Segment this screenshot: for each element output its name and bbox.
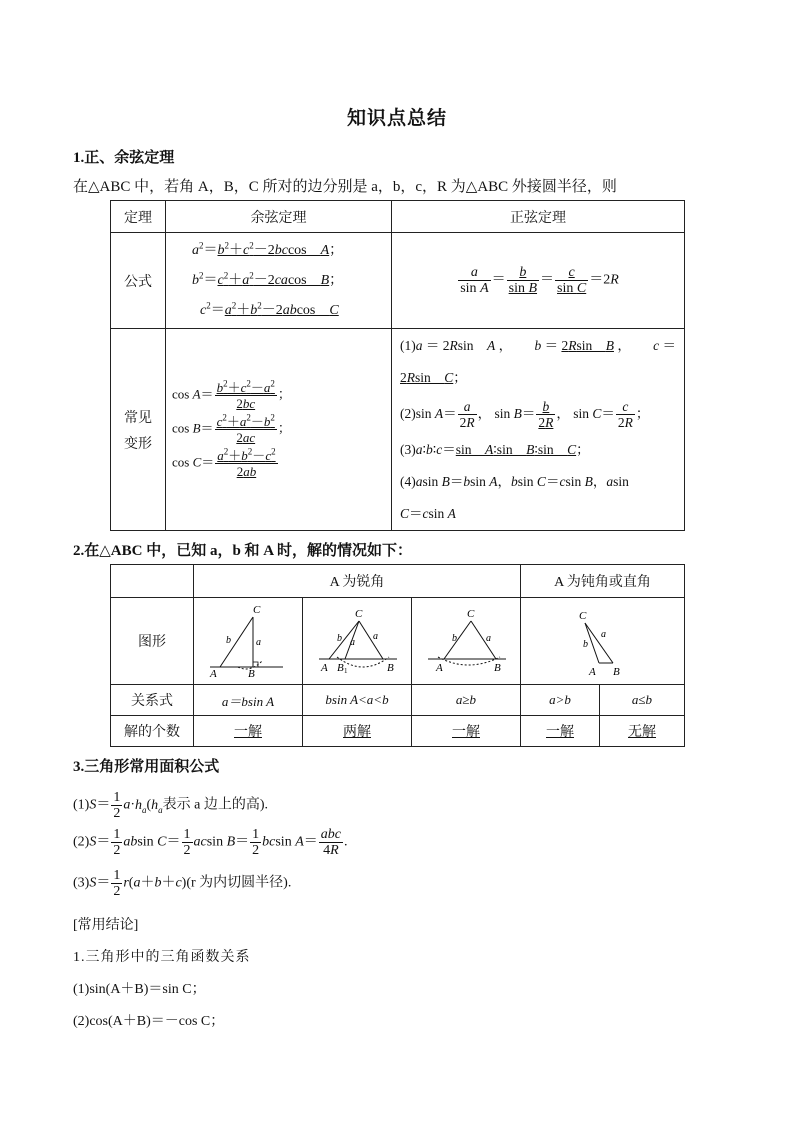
count-2: 两解 (303, 716, 412, 747)
count-5: 无解 (600, 716, 685, 747)
area-formula-2: (2)S＝ $\frac{1}{2}$ absin C＝ $\frac{1}{2}$ acsin B＝ $\frac{1}{2}$ bcsin A＝ $\frac{\text{abc}}{4R}$ . (73, 827, 348, 858)
svg-text:B: B (612, 665, 620, 678)
header-dingli: 定理 (111, 201, 166, 233)
svg-text:C: C (253, 603, 261, 616)
count-3: 一解 (412, 716, 521, 747)
conclusion-1a: (1)sin(A＋B)＝sin C； (73, 982, 206, 997)
svg-text:a: a (256, 636, 261, 648)
relation-3: a≥b (412, 685, 521, 716)
relation-2: bsin A<a<b (303, 685, 412, 716)
area-formula-1: (1)S＝ $\frac{1}{2}$ $a\cdot h_a(h_a$表示 a 边上的高). (73, 790, 269, 821)
theorem-table (110, 200, 685, 531)
svg-text:1: 1 (344, 666, 348, 675)
solution-cases-table (110, 564, 685, 747)
svg-text:b: b (582, 638, 588, 650)
svg-text:b: b (452, 632, 457, 644)
relation-1: a＝bsin A (194, 685, 303, 716)
triangle-figure-3 (416, 599, 516, 679)
svg-text:B: B (494, 661, 501, 674)
triangle-figure-4 (543, 599, 663, 679)
svg-text:b: b (337, 632, 342, 644)
svg-text:a: a (350, 636, 355, 648)
section-3-heading: 3.三角形常用面积公式 (73, 759, 220, 775)
section-1-heading: 1.正、余弦定理 (73, 150, 175, 166)
conclusion-1b: (2)cos(A＋B)＝－cos C； (73, 1014, 225, 1029)
sine-law-variants: (1)a ＝ 2Rsin A ， b ＝ 2Rsin B ， c ＝ 2Rsin C； (2)sin A＝ $\frac{a}{2R}$ ， sin B＝ $\frac{b}{2R}$ ， sin C＝ $\frac{c}{2R}$ ； (3)a∶b∶c＝sin A∶sin B∶sin C； (4)asin B＝bsin A，bsin C＝csin B，asin C＝csin A (392, 329, 685, 531)
relation-5: a≤b (600, 685, 685, 716)
page-title: 知识点总结 (346, 108, 447, 129)
svg-text:A: A (436, 661, 443, 674)
figure-one-solution-ageb (412, 598, 521, 685)
header-obtuse: A 为钝角或直角 (521, 565, 685, 598)
header-acute: A 为锐角 (194, 565, 521, 598)
svg-text:a: a (373, 630, 378, 642)
sine-law-formula: $\frac{a}{\text{sin A}}$ ＝ $\frac{b}{\text{sin B}}$ ＝ $\frac{c}{\text{sin C}}$ ＝2R (392, 233, 685, 329)
svg-text:C: C (467, 607, 475, 620)
figure-obtuse (521, 598, 685, 685)
count-4: 一解 (521, 716, 600, 747)
svg-text:B: B (337, 661, 344, 674)
relation-4: a>b (521, 685, 600, 716)
section-2-heading: 2.在△ABC 中，已知 a，b 和 A 时，解的情况如下： (73, 543, 413, 559)
header-zhengxian: 正弦定理 (392, 201, 685, 233)
svg-text:C: C (355, 607, 363, 620)
svg-text:A: A (588, 665, 596, 678)
svg-text:b: b (226, 634, 231, 646)
svg-text:a: a (486, 632, 491, 644)
count-1: 一解 (194, 716, 303, 747)
row-label-gongshi: 公式 (111, 233, 166, 329)
row-label-geshu: 解的个数 (111, 716, 194, 747)
row-label-guanxi: 关系式 (111, 685, 194, 716)
triangle-figure-2 (307, 599, 407, 679)
svg-text:B: B (387, 661, 394, 674)
figure-two-solutions (303, 598, 412, 685)
cosine-law-variants: cos A＝ $\frac{b^2+c^2-a^2}{2bc}$ ； cos B＝ $\frac{c^2+a^2-b^2}{2ac}$ ； cos C＝ $\frac{a^2+b^2-c^2}{2ab}$ (166, 329, 392, 531)
svg-text:A: A (321, 661, 328, 674)
svg-text:a: a (600, 628, 606, 640)
cosine-law-formulas: $a^2=b^2+c^2-2bccos$ A； $b^2=c^2+a^2-2cacos$ B； $c^2=a^2+b^2-2abcos$ C (166, 233, 392, 329)
area-formula-3: (3)S＝ $\frac{1}{2}$ r(a＋b＋c)(r 为内切圆半径). (73, 868, 292, 899)
triangle-figure-1 (198, 599, 298, 679)
conclusions-label: [常用结论] (73, 918, 139, 933)
svg-text:A: A (210, 667, 217, 679)
svg-text:C: C (578, 609, 586, 622)
figure-one-solution-right (194, 598, 303, 685)
row-label-bianxing: 常见 变形 (111, 329, 166, 531)
row-label-tuxing: 图形 (111, 598, 194, 685)
header-yuxian: 余弦定理 (166, 201, 392, 233)
svg-text:B: B (248, 667, 255, 679)
section-1-intro: 在△ABC 中，若角 A，B，C 所对的边分别是 a，b，c，R 为△ABC 外接圆半径，则 (73, 179, 617, 195)
conclusion-1-heading: 1.三角形中的三角函数关系 (73, 950, 251, 965)
